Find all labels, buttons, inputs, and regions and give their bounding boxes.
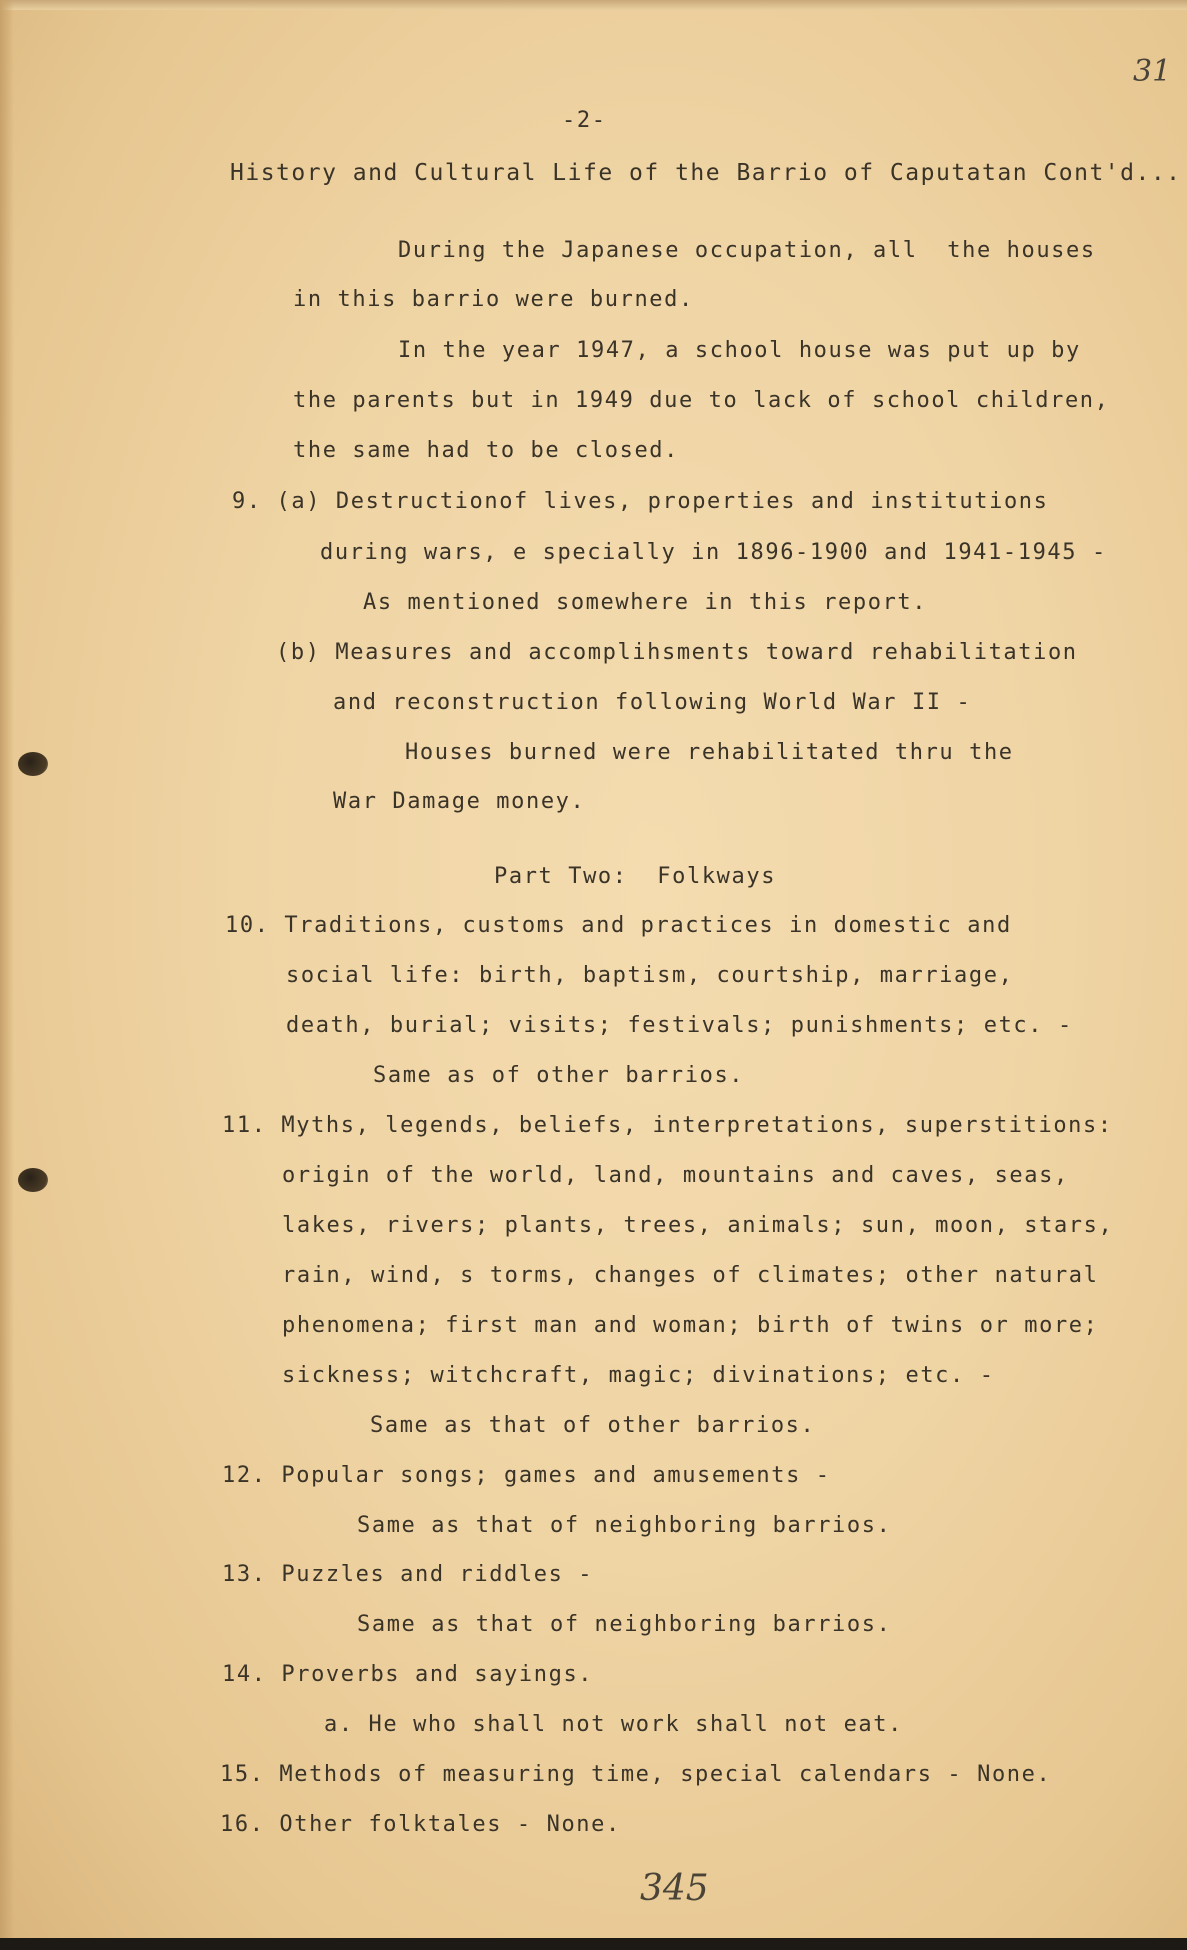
item-9b: (b) Measures and accomplihsments toward rehabilitation [276,640,1078,665]
body-line: during wars, e specially in 1896-1900 and 1941-1945 - [320,540,1107,565]
body-line: phenomena; first man and woman; birth of twins or more; [282,1313,1099,1338]
bottom-edge [0,1938,1187,1950]
body-line: social life: birth, baptism, courtship, marriage, [286,963,1014,988]
body-line: and reconstruction following World War II - [333,690,972,715]
body-line: Houses burned were rehabilitated thru the [405,740,1014,765]
item-12: 12. Popular songs; games and amusements - [222,1463,831,1488]
body-line: sickness; witchcraft, magic; divinations; etc. - [282,1363,995,1388]
body-line: death, burial; visits; festivals; punishments; etc. - [286,1013,1073,1038]
body-line: Same as that of neighboring barrios. [357,1612,892,1637]
section-heading: Part Two: Folkways [494,864,777,889]
body-line: During the Japanese occupation, all the houses [398,238,1096,263]
body-line: War Damage money. [333,789,586,814]
body-line: the same had to be closed. [293,438,679,463]
item-10: 10. Traditions, customs and practices in domestic and [225,913,1012,938]
body-line: rain, wind, s torms, changes of climates; other natural [282,1263,1099,1288]
punch-hole-upper [18,752,48,776]
top-edge [0,0,1187,10]
body-line: origin of the world, land, mountains and caves, seas, [282,1163,1069,1188]
handwritten-folio-number: 345 [640,1868,709,1909]
page-header: History and Cultural Life of the Barrio of Caputatan Cont'd... [230,160,1182,186]
item-11: 11. Myths, legends, beliefs, interpretations, superstitions: [222,1113,1113,1138]
body-line: in this barrio were burned. [293,287,694,312]
item-14: 14. Proverbs and sayings. [222,1662,594,1687]
body-line: In the year 1947, a school house was put up by [398,338,1081,363]
left-edge [0,0,14,1950]
item-15: 15. Methods of measuring time, special calendars - None. [220,1762,1052,1787]
item-13: 13. Puzzles and riddles - [222,1562,594,1587]
body-line: Same as of other barrios. [373,1063,745,1088]
item-16: 16. Other folktales - None. [220,1812,621,1837]
body-line: As mentioned somewhere in this report. [363,590,928,615]
page-marker: -2- [562,108,607,133]
handwritten-page-number: 31 [1133,54,1172,89]
body-line: a. He who shall not work shall not eat. [324,1712,903,1737]
item-9a: 9. (a) Destructionof lives, properties and institutions [232,489,1049,514]
body-line: Same as that of other barrios. [370,1413,816,1438]
body-line: the parents but in 1949 due to lack of school children, [293,388,1110,413]
punch-hole-lower [18,1168,48,1192]
body-line: Same as that of neighboring barrios. [357,1513,892,1538]
body-line: lakes, rivers; plants, trees, animals; sun, moon, stars, [282,1213,1114,1238]
